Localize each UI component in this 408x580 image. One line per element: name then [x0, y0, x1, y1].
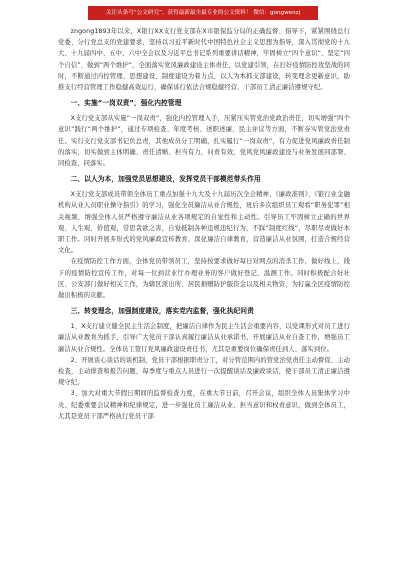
section-heading: 三、转变理念，加强制度建设，落实党内监督，强化执纪问责: [70, 307, 254, 316]
section-heading: 一、实施“一岗双责”，强化内控管理: [70, 99, 182, 108]
body-paragraph: 2、开展谈心谈话的谈机制，党员干部根据职责分工，对分管范围内的管党治党责任主动督促、主动检查，主动排查和报告问题，每季度与重点人员进行一次提醒谈话及廉政谈话，使干部员工清正廉洁遵规守纪。: [58, 356, 350, 387]
body-paragraph: 在疫情防控工作方面，全体党员带领员工，坚持按要求做好每日对网点的消杀工作，做好线上、线下的疫情防控宣传工作，对每一位到营业厅办理业务的客户做好登记、温测工作。同时积极配合好社区、公安部门做好相关工作，为辖区派出所、居民捐赠防护服资金以及相关物资，为打赢全区疫情防控做出积极的贡献。: [58, 258, 350, 300]
body-paragraph: 3、加大对重大节假日期间的监督检查力度，在重大节日前，召开会议，组织全体人员集体学习中央、纪委重要会议精神和纪律规定，进一步强化员工廉洁从业、担当意识和权责意识，做到全体员工，尤其是党员干部严格执行党员干部: [58, 390, 350, 420]
section-heading: 二、以人为本，加强党员思想建设，发挥党员干部模范带头作用: [70, 175, 261, 184]
body-paragraph: X支行党支部从实施“一岗双责”，强化内控管理入手，压紧压实管党治党政治责任，切实增强“四个意识”践行“两个维护”，通过专项检查、年度考核、述职述廉、民主评议等方面，不断夯实管党治党责任。实行支行党支部书记负总责，其他成员分工明确，扎实履行“一岗双责”，有力促进党风廉政责任制的落实，切实做到主体明确、责任清晰、担当有力，问责有效，党风党风廉政建设与业务发展同部署、同检查、同落实。: [58, 115, 350, 168]
promo-banner: 关注头条号“公文研究”，获得最新最全最专业的公文资料！ 微信：gongwenzj: [88, 6, 318, 20]
body-paragraph: zngong1893年以来，X银行XX支行党支部在X市银保监分局的正确监督、指导下，紧紧围绕总行党委、分行党总支的党建要求，坚持以习近平新时代中国特色社会主义思想为指导，深入贯彻党的十九大、十九届四中、五中、六中全会以及习近平总书记系列重要讲话精神，牢固树立“四个意识”、坚定“四个自信”、做到“两个维护”，全面落实党风廉政建设主体责任，以党建引领，在打好疫情防控攻坚战的同时，不断通过内控管理、思想建设、制度建设为着力点，以人为本抓支部建设，转变理念更新意识，助推支行经营管理工作稳健高效运行，确保该行依法合规稳健经营，干部员工清正廉洁遵规守纪。: [58, 28, 350, 92]
body-paragraph: X支行党支部成员带领全体员工重点加强十九大及十九届历次全会精神、《廉政准则》、《银行业金融机构从业人员职业操守指引》的学习，强化全员廉洁从业合规性，班后多次组织员工观看“职务犯罪”相关视频，增强全体人员严格遵守廉洁从业各项规定的自觉性和主动性。引导员工牢固树立正确的世界观、人生观、价值观，常思贪欲之害，自觉抵制各种违规违纪行为，不踩“制度红线”，尽职尽责做好本职工作。同时开展多形式的党风廉政宣传教育，深化廉洁自律教育，营造廉洁从业氛围，打造合规经营文化。: [58, 191, 350, 255]
body-paragraph: 1、X支行建立健全民主生活会制度，把廉洁自律作为民主生活会重要内容，以党课形式对员工进行廉洁从业教育为抓手，引导广大党员干部认真履行廉洁从业承诺书，开展廉洁从业自查工作，增强员工廉洁从业合规性。全体员工签订党风廉政建设责任书，尤其是重要岗位确保责任到人、落实到位。: [58, 323, 350, 353]
document-body: [58, 26, 350, 422]
